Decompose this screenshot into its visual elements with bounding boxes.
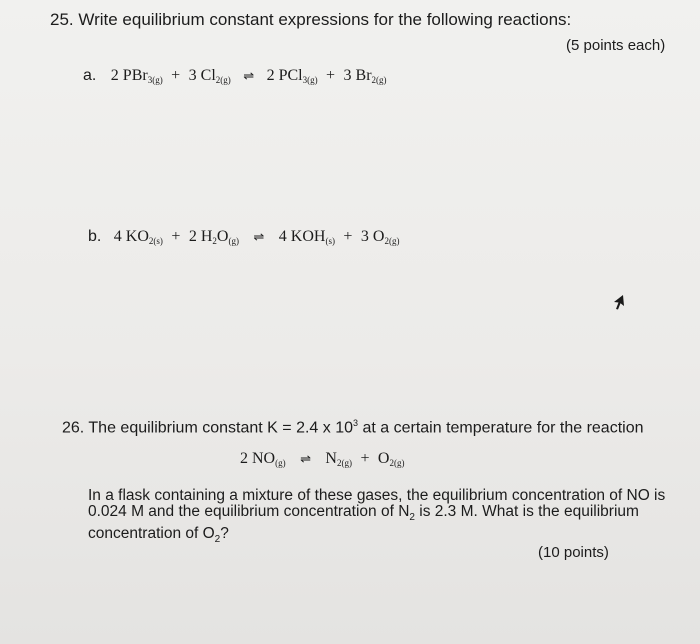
- reaction-26-reactant: 2 $NO_{(g)}$: [240, 450, 286, 468]
- reaction-25a-label: a.: [83, 67, 97, 84]
- reaction-25a-reactant-2: 3 $Cl_{2(g)}$: [188, 67, 231, 85]
- mouse-cursor-icon: [611, 293, 627, 311]
- plus-sign: +: [171, 228, 181, 245]
- reaction-26: [240, 450, 404, 468]
- reaction-25b-reactant-1: 4 $KO_{2(s)}$: [113, 228, 163, 246]
- reaction-26-product-2: $O_{2(g)}$: [377, 450, 405, 468]
- question-25-title: 25. Write equilibrium constant expressions for the following reactions:: [50, 10, 572, 29]
- question-26-prompt: 26. The equilibrium constant K = 2.4 x $10^3$ at a certain temperature for the reaction: [62, 418, 644, 437]
- reaction-25a-reactant-1: 2 PBr$_{3(g)}$: [110, 67, 163, 85]
- reaction-25a: [83, 67, 387, 85]
- reaction-25a-product-2: 3 $Br_{2(g)}$: [343, 67, 387, 85]
- reaction-25b-reactant-2: 2 $H_2O_{(g)}$: [188, 228, 239, 246]
- equilibrium-arrow-icon: ⇌: [253, 229, 265, 244]
- plus-sign: +: [326, 67, 336, 84]
- equilibrium-arrow-icon: ⇌: [243, 68, 255, 83]
- question-26-points: (10 points): [538, 544, 609, 561]
- plus-sign: +: [171, 67, 181, 84]
- question-26-paragraph: [88, 488, 688, 548]
- plus-sign: +: [360, 450, 370, 467]
- paragraph-line-3: concentration of $O_2$?: [88, 525, 229, 546]
- plus-sign: +: [343, 228, 353, 245]
- reaction-25b-product-1: 4 $KOH_{(s)}$: [278, 228, 335, 246]
- paragraph-line-2: 0.024 M and the equilibrium concentration of $N_2$ is 2.3 M. What is the equilibrium: [88, 503, 639, 524]
- paragraph-line-1: In a flask containing a mixture of these gases, the equilibrium concentration of NO is: [88, 487, 666, 504]
- reaction-26-product-1: $N_{2(g)}$: [325, 450, 352, 468]
- reaction-25b: [88, 228, 399, 246]
- reaction-25b-label: b.: [88, 228, 102, 245]
- reaction-25a-product-1: 2 PCl$_{3(g)}$: [266, 67, 318, 85]
- equilibrium-arrow-icon: ⇌: [300, 451, 311, 466]
- reaction-25b-product-2: 3 $O_{2(g)}$: [360, 228, 400, 246]
- question-25-points: (5 points each): [566, 37, 666, 54]
